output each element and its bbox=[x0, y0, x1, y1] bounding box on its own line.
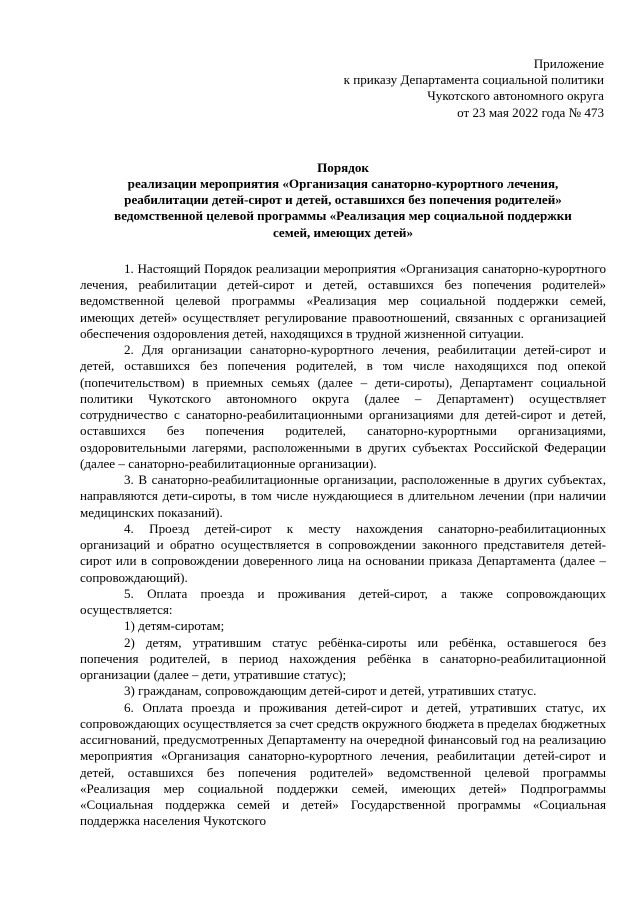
title-line: реабилитации детей-сирот и детей, оставшихся без попечения родителей» bbox=[124, 192, 562, 208]
paragraph: 1) детям-сиротам; bbox=[124, 618, 225, 634]
title-line: реализации мероприятия «Организация санаторно-курортного лечения, bbox=[127, 176, 559, 192]
appendix-line: Приложение bbox=[533, 56, 604, 71]
appendix-header bbox=[80, 56, 604, 121]
paragraph: 5. Оплата проезда и проживания детей-сирот, а также сопровождающих осуществляется: bbox=[80, 585, 606, 618]
document-title bbox=[80, 160, 606, 241]
paragraph: 3) гражданам, сопровождающим детей-сирот и детей, утративших статус. bbox=[124, 683, 537, 699]
title-line: Порядок bbox=[317, 159, 369, 175]
paragraph: 4. Проезд детей-сирот к месту нахождения санаторно-реабилитационных организаций и обратно осуществляется в сопровождении законного представителя детей-сирот или в сопровождении доверенного лица на основании приказа Департамента (далее – сопровождающий). bbox=[80, 520, 606, 585]
paragraph: 1. Настоящий Порядок реализации мероприятия «Организация санаторно-курортного лечения, реабилитации детей-сирот и детей, оставшихся без попечения родителей» ведомственной целевой программы «Реализация мер социальной поддержки семей, имеющих детей» осуществляет регулирование правоотношений, связанных с организацией обеспечения оздоровления детей, находящихся в трудной жизненной ситуации. bbox=[80, 260, 606, 341]
document-body bbox=[80, 261, 606, 830]
paragraph: 2) детям, утратившим статус ребёнка-сироты или ребёнка, оставшегося без попечения родителей, в период нахождения ребёнка в санаторно-реабилитационной организации (далее – дети, утратившие статус); bbox=[80, 634, 606, 683]
title-line: ведомственной целевой программы «Реализация мер социальной поддержки bbox=[114, 208, 572, 224]
paragraph: 6. Оплата проезда и проживания детей-сирот и детей, утративших статус, их сопровождающих осуществляется за счет средств окружного бюджета в пределах бюджетных ассигнований, предусмотренных Департаменту на очередной финансовый год на реализацию мероприятия «Организация санаторно-курортного лечения, реабилитации детей-сирот и детей, оставшихся без попечения родителей» ведомственной целевой программы «Реализация мер социальной поддержки семей, имеющих детей» Подпрограммы «Социальная поддержка семей и детей» Государственной программы «Социальная поддержка населения Чукотского bbox=[80, 699, 606, 829]
paragraph: 2. Для организации санаторно-курортного лечения, реабилитации детей-сирот и детей, оставшихся без попечения родителей, в том числе находящихся под опекой (попечительством) в приемных семьях (далее – дети-сироты), Департамент социальной политики Чукотского автономного округа (далее – Департамент) осуществляет сотрудничество с санаторно-реабилитационными организациями для детей-сирот и детей, оставшихся без попечения родителей, санаторно-курортными организациями, оздоровительными лагерями, расположенными в других субъектах Российской Федерации (далее – санаторно-реабилитационные организации). bbox=[80, 342, 606, 471]
appendix-line: от 23 мая 2022 года № 473 bbox=[457, 104, 604, 120]
title-line: семей, имеющих детей» bbox=[272, 224, 414, 240]
appendix-line: к приказу Департамента социальной политики bbox=[343, 72, 604, 88]
paragraph: 3. В санаторно-реабилитационные организации, расположенные в других субъектах, направляются дети-сироты, в том числе нуждающиеся в длительном лечении (при наличии медицинских показаний). bbox=[80, 472, 606, 520]
appendix-line: Чукотского автономного округа bbox=[427, 88, 604, 104]
